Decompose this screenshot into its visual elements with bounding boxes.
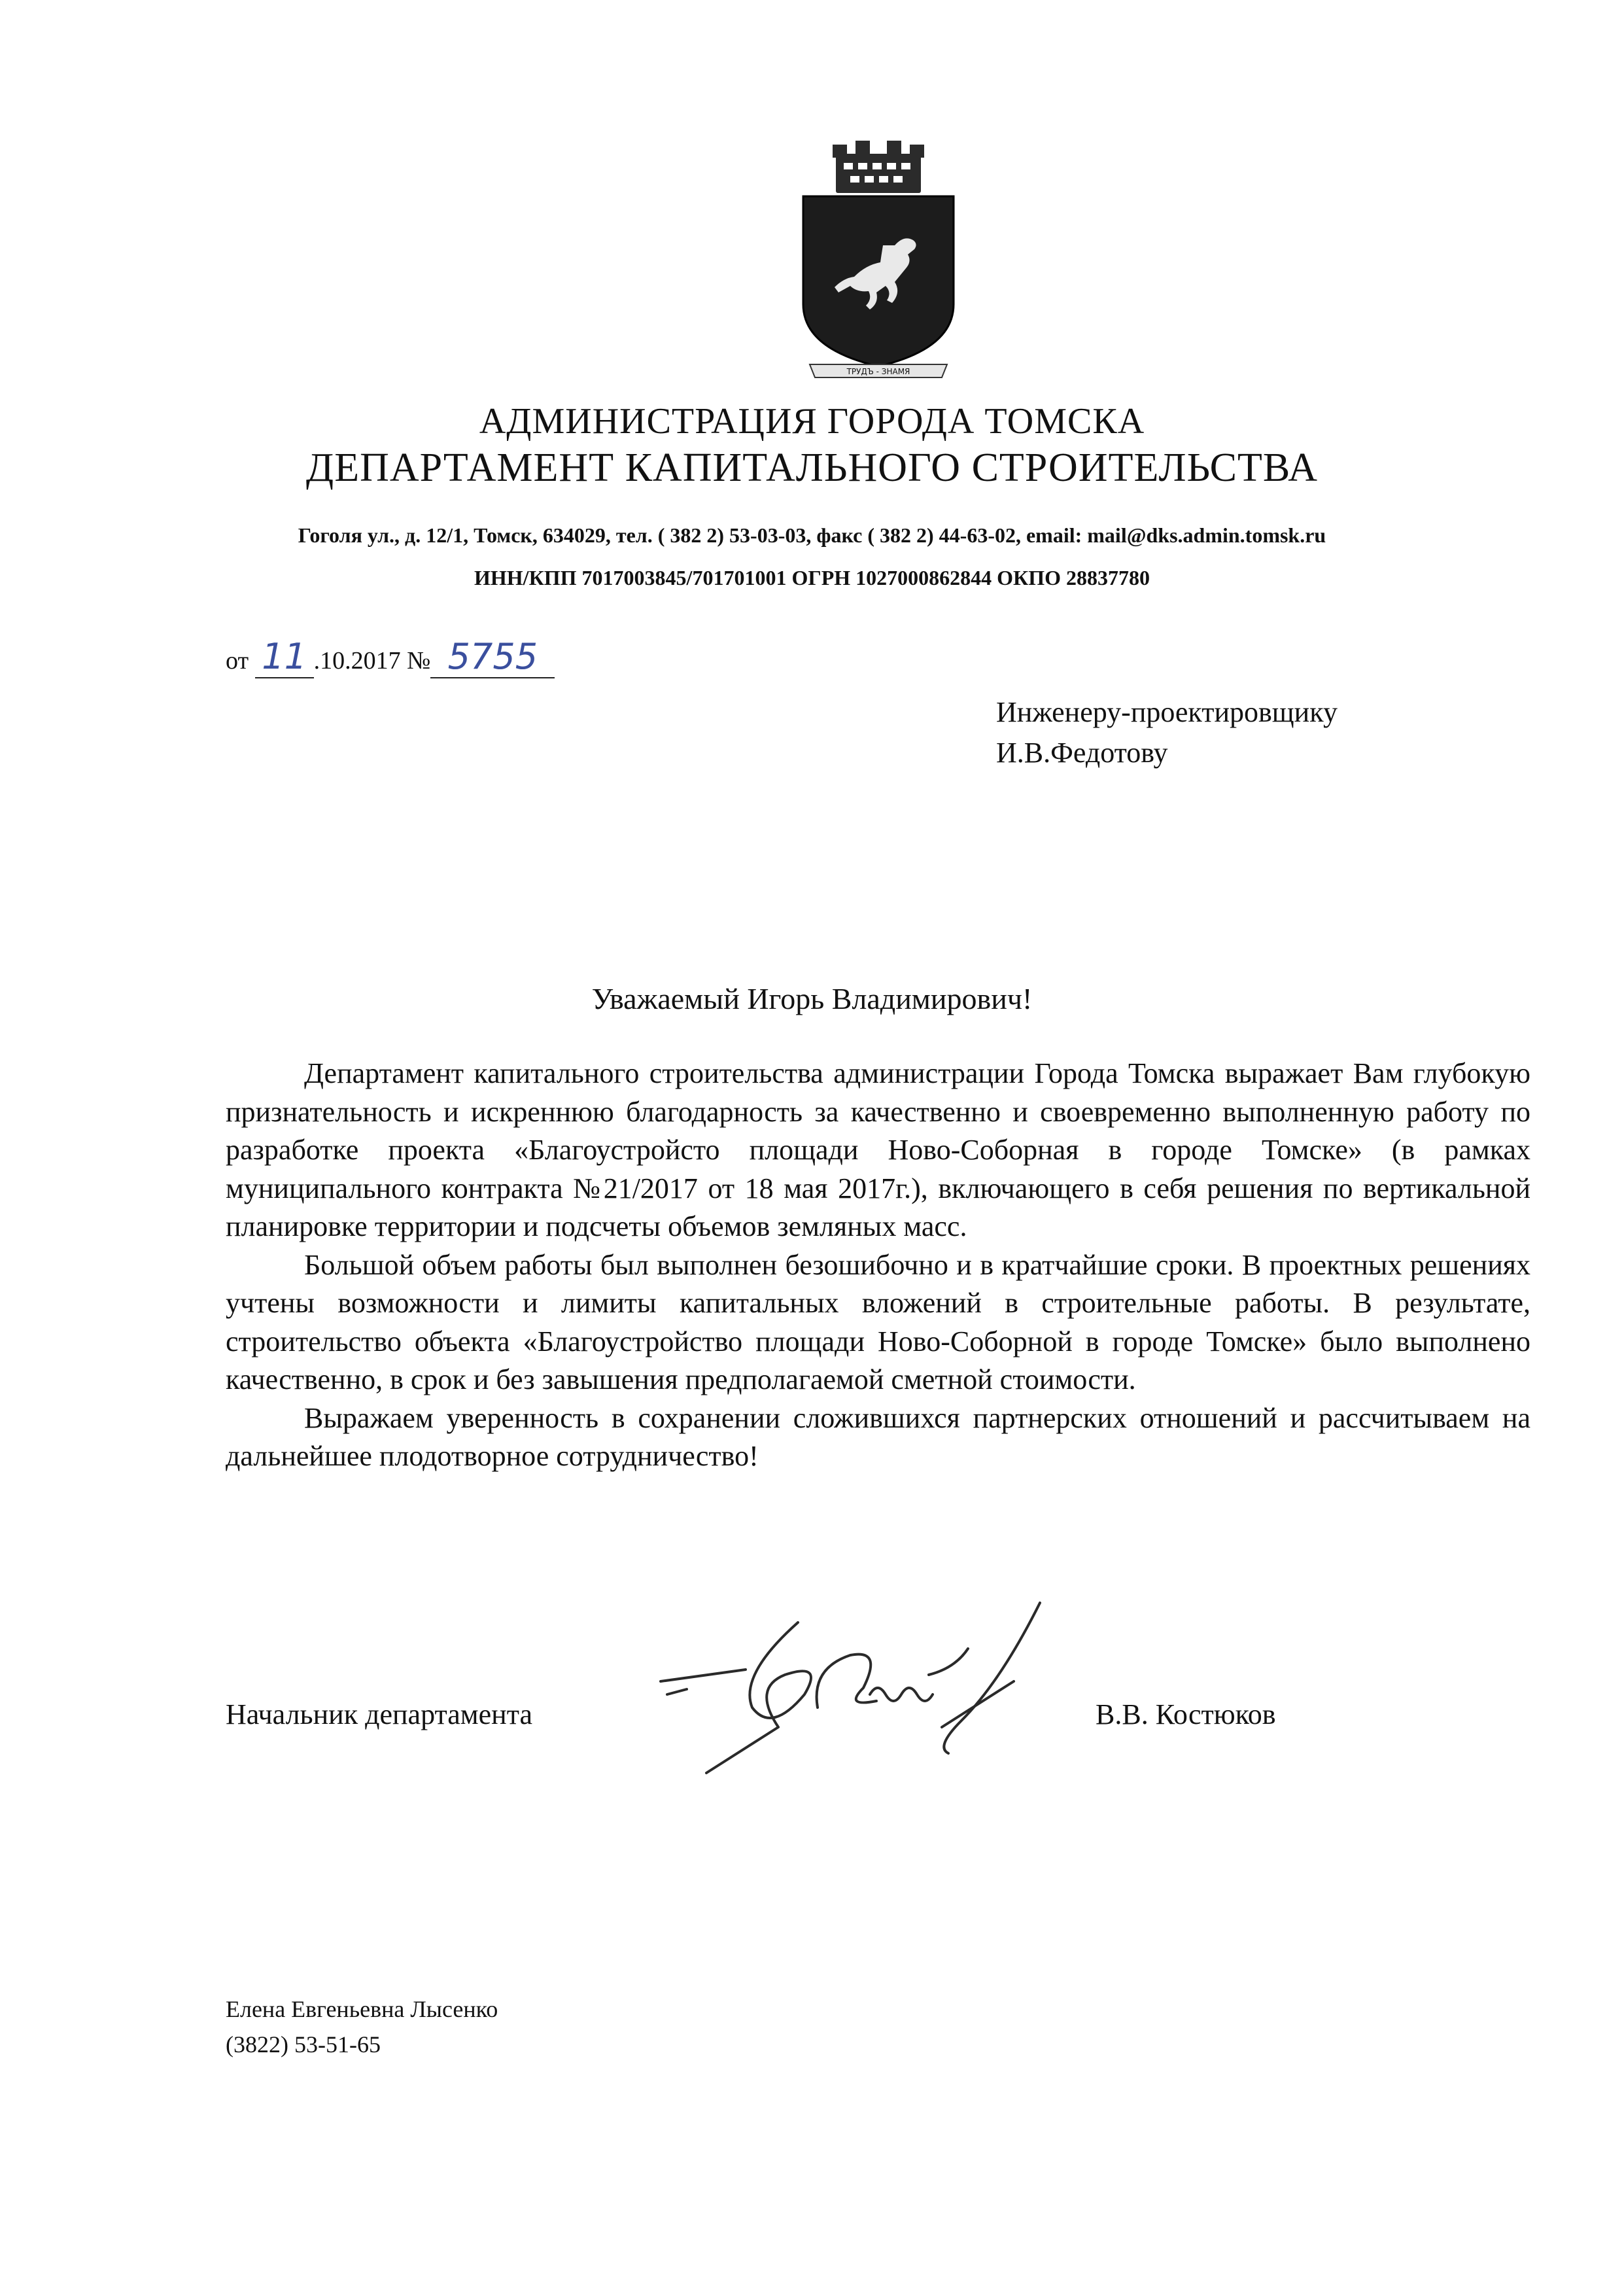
reference-date: .10.2017 № [313, 647, 431, 674]
recipient-block [996, 692, 1338, 773]
recipient-position: Инженеру-проектировщику [996, 696, 1338, 728]
executor-phone: (3822) 53-51-65 [226, 2031, 381, 2058]
handwritten-signature [648, 1596, 1066, 1786]
signer-name: В.В. Костюков [1096, 1698, 1276, 1730]
city-coat-of-arms [797, 141, 960, 383]
body-paragraph: Большой объем работы был выполнен безошибочно и в кратчайшие сроки. В проектных решениях учтены возможности и лимиты капитальных вложений в строительные работы. В результате, строительство объекта «Благоустройство площади Ново-Соборной в городе Томске» было выполнено качественно, в срок и без завышения предполагаемой сметной стоимости. [226, 1248, 1530, 1395]
body-paragraph: Выражаем уверенность в сохранении сложившихся партнерских отношений и рассчитываем на дальнейшее плодотворное сотрудничество! [226, 1401, 1530, 1472]
department-title: ДЕПАРТАМЕНТ КАПИТАЛЬНОГО СТРОИТЕЛЬСТВА [305, 446, 1319, 490]
address-line: Гоголя ул., д. 12/1, Томск, 634029, тел. ( 382 2) 53-03-03, факс ( 382 2) 44-63-02, email: mail@dks.admin.tomsk.ru [298, 523, 1326, 547]
body-paragraph: Департамент капитального строительства администрации Города Томска выражает Вам глубокую признательность и искреннюю благодарность за качественно и своевременно выполненную работу по разработке проекта «Благоустройсто площади Ново-Соборная в городе Томске» (в рамках муниципального контракта №21/2017 от 18 мая 2017г.), включающего в себя решения по вертикальной планировке территории и подсчеты объемов земляных масс. [226, 1057, 1530, 1242]
reference-prefix: от [226, 647, 249, 674]
executor-contact [226, 1991, 498, 2062]
executor-name: Елена Евгеньевна Лысенко [226, 1996, 498, 2022]
signer-position: Начальник департамента [226, 1698, 533, 1730]
reference-number: 5755 [430, 636, 555, 678]
organization-title: АДМИНИСТРАЦИЯ ГОРОДА ТОМСКА [479, 401, 1145, 442]
recipient-name: И.В.Федотову [996, 737, 1168, 769]
letter-body [226, 1055, 1530, 1476]
emblem-ribbon-text: ТРУДЪ - ЗНАМЯ [846, 367, 910, 376]
requisites-line: ИНН/КПП 7017003845/701701001 ОГРН 1027000862844 ОКПО 28837780 [474, 566, 1150, 589]
salutation: Уважаемый Игорь Владимирович! [591, 982, 1033, 1015]
reference-day: 11 [255, 636, 314, 678]
reference-line [226, 636, 555, 678]
